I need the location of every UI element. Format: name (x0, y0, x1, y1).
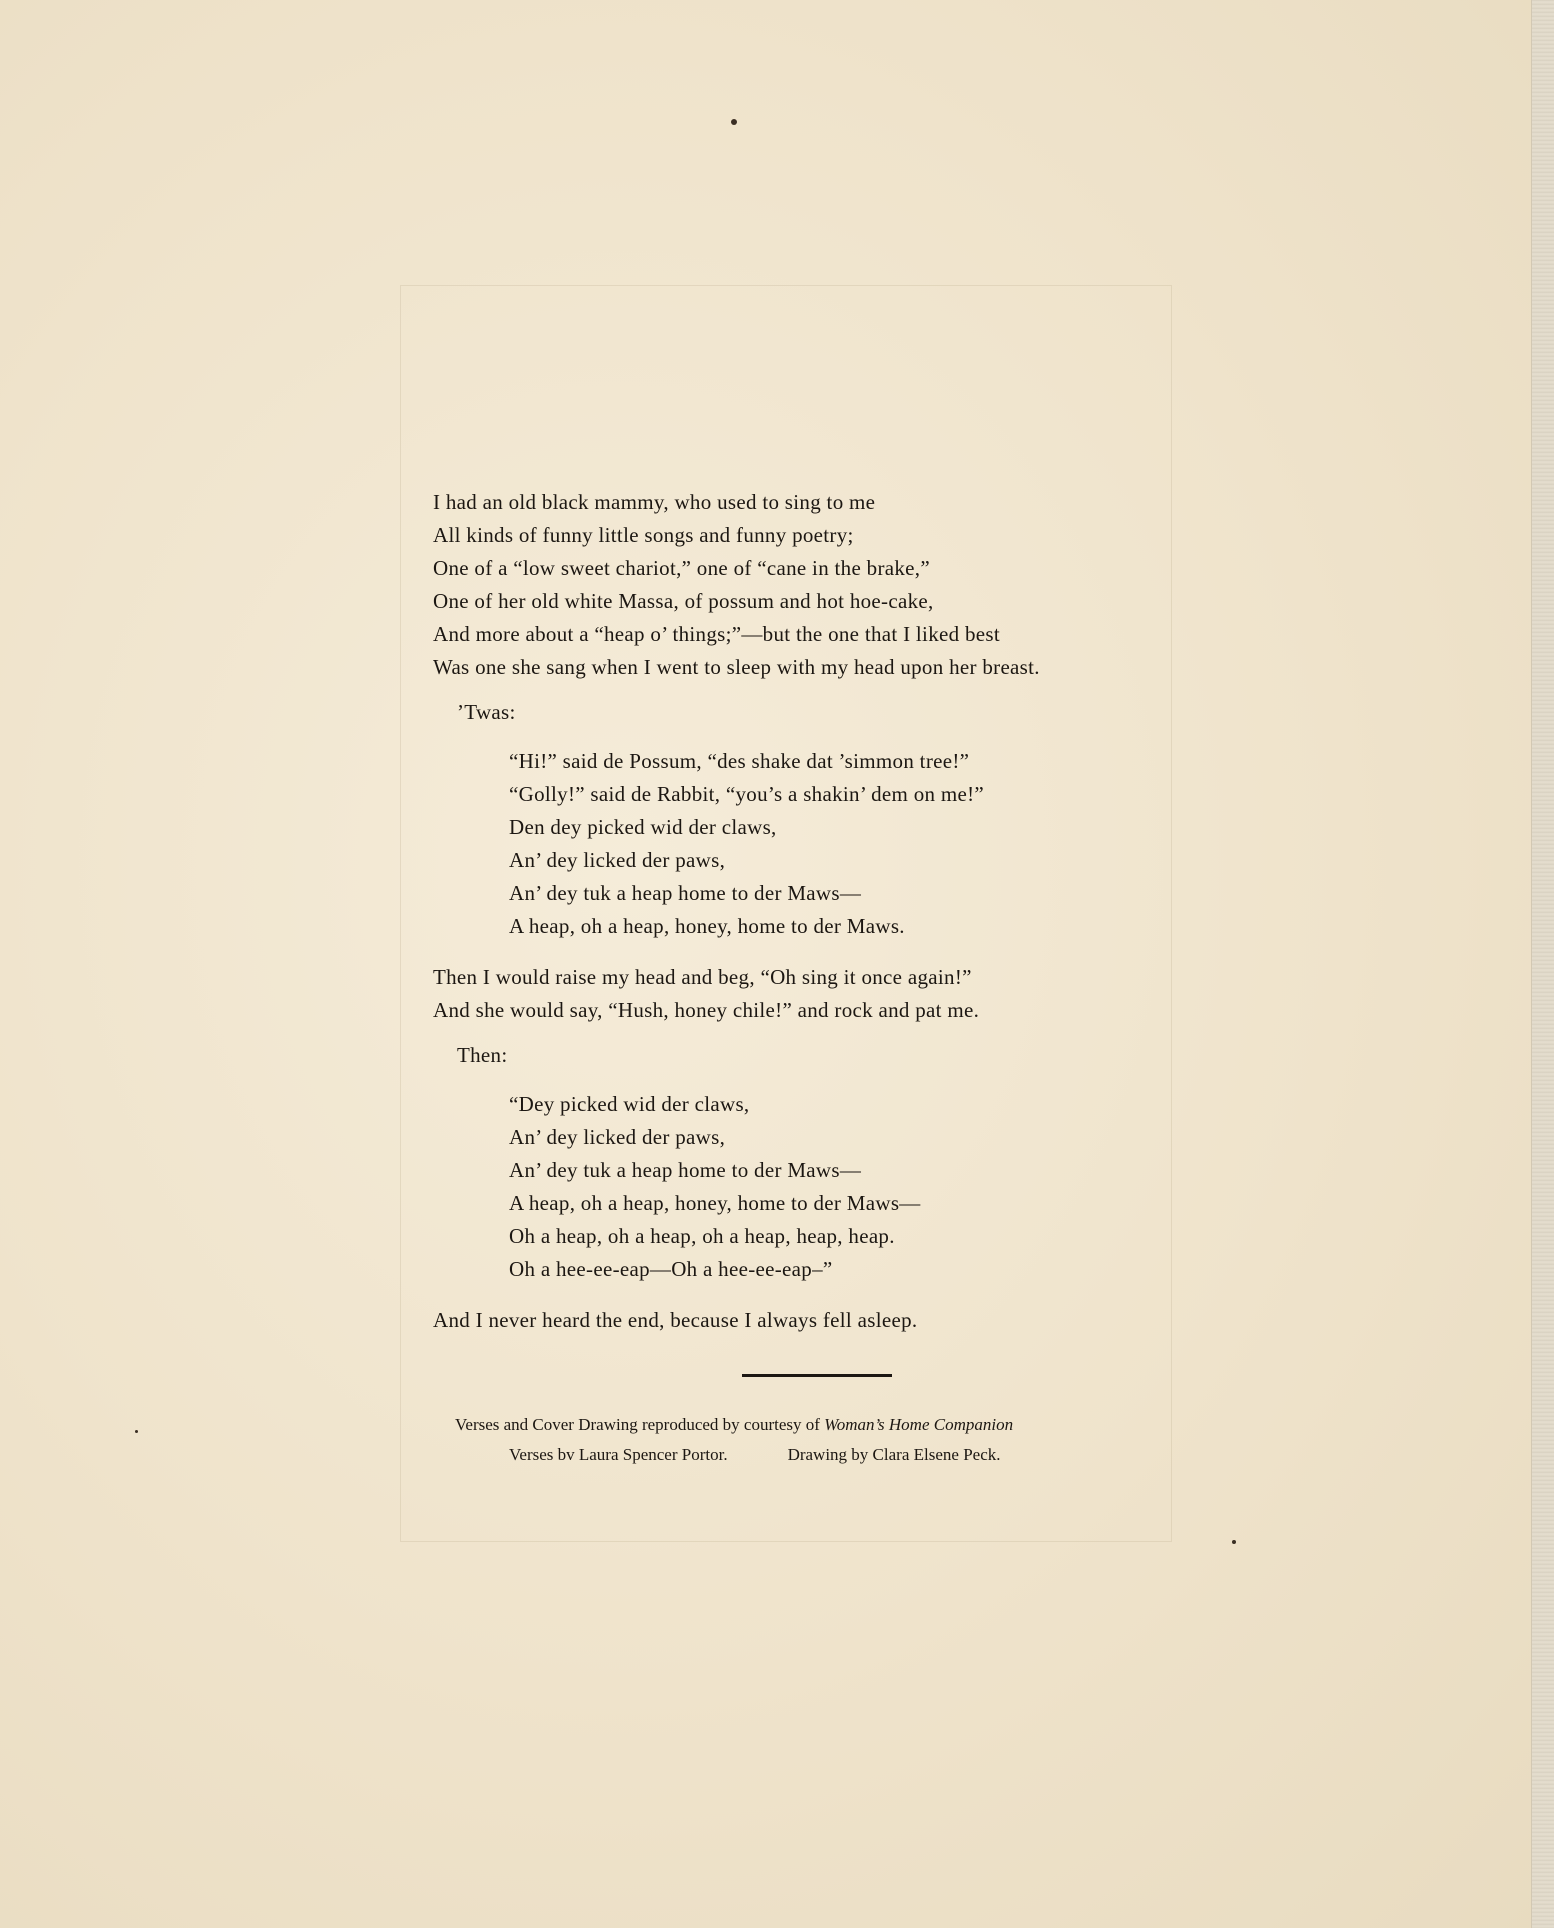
stanza-intro: Then: (457, 1043, 508, 1067)
verse-line: Then I would raise my head and beg, “Oh sing it once again!” (433, 965, 972, 989)
verse-line: One of a “low sweet chariot,” one of “cane in the brake,” (433, 556, 930, 580)
refrain-line: An’ dey licked der paws, (509, 1125, 726, 1149)
verse-line: Was one she sang when I went to sleep with my head upon her breast. (433, 655, 1040, 679)
binding-edge (1531, 0, 1554, 1928)
refrain-line: Den dey picked wid der claws, (509, 815, 777, 839)
poem (433, 486, 1193, 1337)
middle-verse (433, 961, 1193, 1027)
verse-line: One of her old white Massa, of possum and hot hoe-cake, (433, 589, 934, 613)
refrain-line: “Hi!” said de Possum, “des shake dat ’simmon tree!” (509, 749, 970, 773)
ink-speck (731, 119, 737, 125)
refrain-line: Oh a heap, oh a heap, oh a heap, heap, heap. (509, 1224, 895, 1248)
publication-name: Woman’s Home Companion (824, 1415, 1014, 1434)
drawing-credit: Drawing by Clara Elsene Peck. (787, 1445, 1001, 1464)
courtesy-line (455, 1410, 1195, 1440)
refrain-line: “Dey picked wid der claws, (509, 1092, 750, 1116)
courtesy-text: Verses and Cover Drawing reproduced by courtesy of (455, 1415, 820, 1434)
verse-line: All kinds of funny little songs and funny poetry; (433, 523, 854, 547)
stanza-intro: ’Twas: (457, 700, 516, 724)
refrain-line: A heap, oh a heap, honey, home to der Maws. (509, 914, 905, 938)
verses-credit: Verses bv Laura Spencer Portor. (509, 1445, 728, 1464)
refrain-stanza (509, 1088, 1193, 1286)
refrain-line: A heap, oh a heap, honey, home to der Maws— (509, 1191, 921, 1215)
refrain-line: “Golly!” said de Rabbit, “you’s a shakin’ dem on me!” (509, 782, 985, 806)
refrain-line: An’ dey tuk a heap home to der Maws— (509, 1158, 862, 1182)
opening-verse (433, 486, 1193, 684)
refrain-line: An’ dey tuk a heap home to der Maws— (509, 881, 862, 905)
ink-speck (1232, 1540, 1236, 1544)
ink-speck (135, 1430, 138, 1433)
verse-line: I had an old black mammy, who used to sing to me (433, 490, 876, 514)
closing-line: And I never heard the end, because I always fell asleep. (433, 1308, 918, 1332)
divider-rule (742, 1374, 892, 1377)
refrain-stanza (509, 745, 1193, 943)
verse-line: And more about a “heap o’ things;”—but the one that I liked best (433, 622, 1000, 646)
attribution-line (509, 1440, 1195, 1470)
verse-line: And she would say, “Hush, honey chile!” and rock and pat me. (433, 998, 980, 1022)
refrain-line: An’ dey licked der paws, (509, 848, 726, 872)
refrain-line: Oh a hee-ee-eap—Oh a hee-ee-eap–” (509, 1257, 833, 1281)
credits (455, 1410, 1195, 1470)
